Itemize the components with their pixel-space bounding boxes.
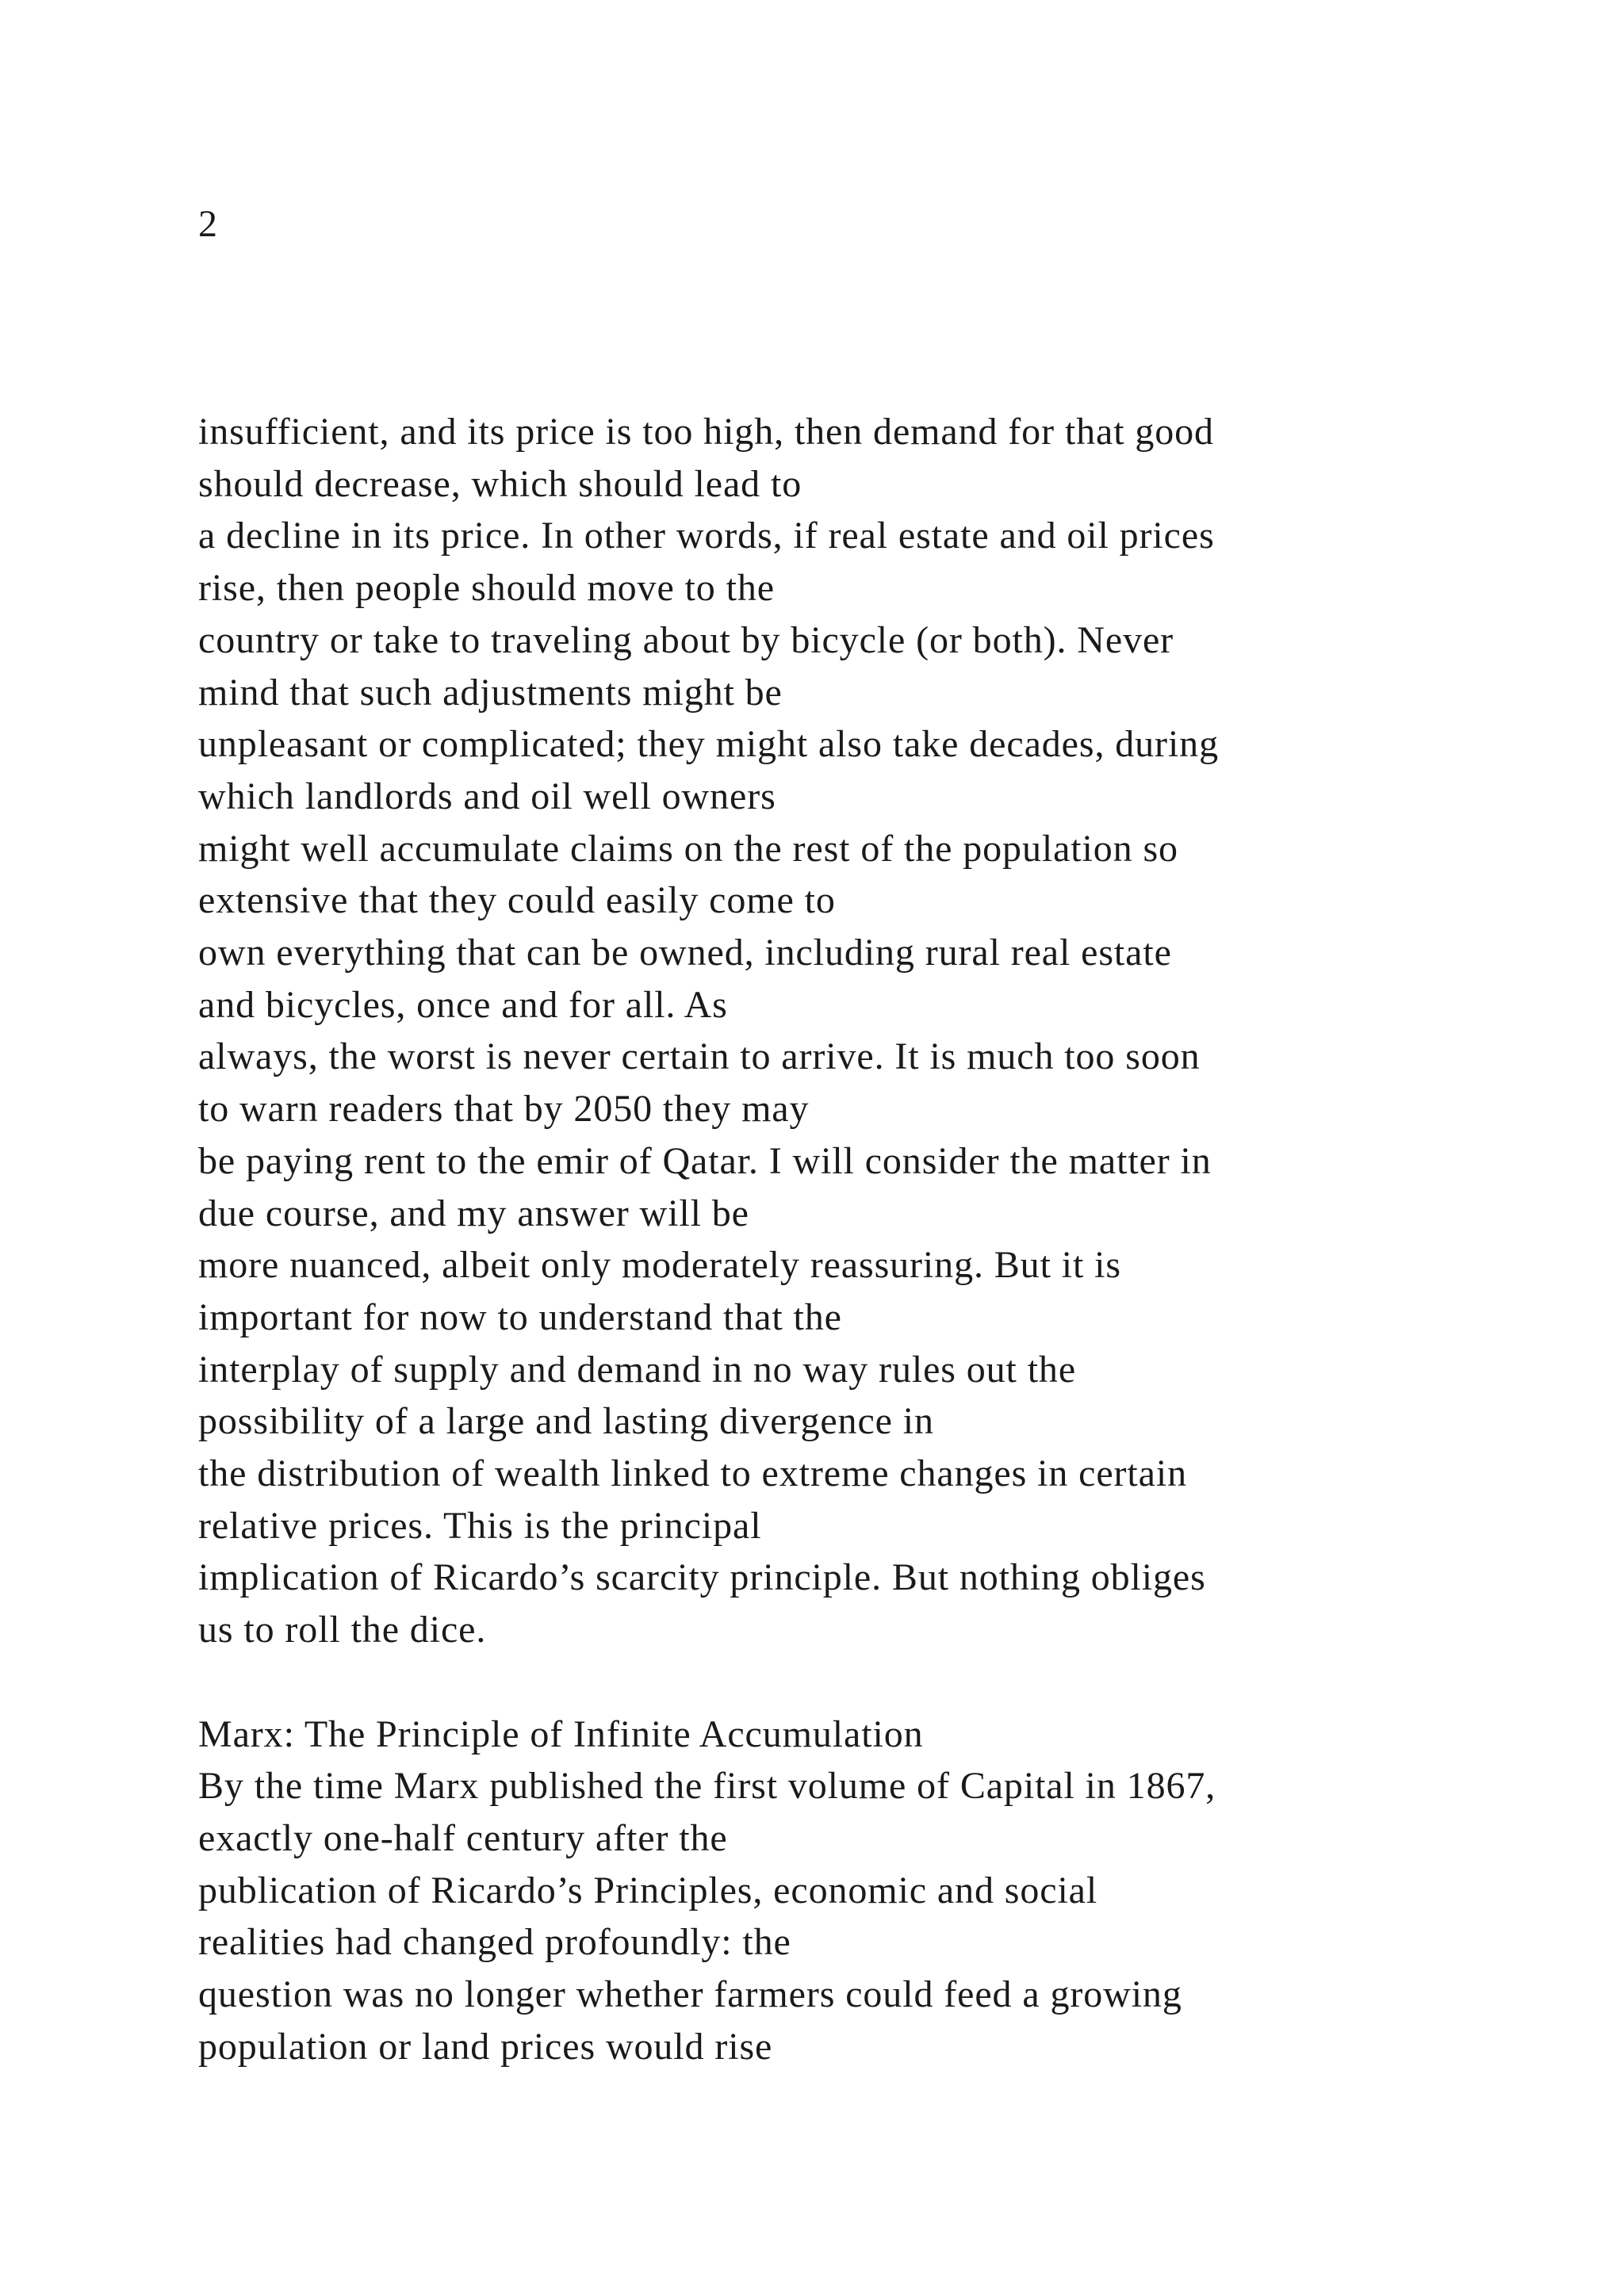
section-heading: Marx: The Principle of Infinite Accumulation: [198, 1712, 924, 1755]
text-line: us to roll the dice.: [198, 1609, 487, 1651]
text-line: and bicycles, once and for all. As: [198, 983, 728, 1026]
paragraph-1: [198, 406, 1546, 1656]
text-line: the distribution of wealth linked to extreme changes in certain: [198, 1452, 1187, 1495]
paragraph-spacer: [198, 1656, 1546, 1709]
text-line: question was no longer whether farmers could feed a growing: [198, 1973, 1182, 2016]
text-line: interplay of supply and demand in no way rules out the: [198, 1348, 1077, 1391]
text-line: be paying rent to the emir of Qatar. I will consider the matter in: [198, 1139, 1212, 1182]
text-line: which landlords and oil well owners: [198, 775, 776, 817]
text-line: insufficient, and its price is too high, then demand for that good: [198, 411, 1214, 453]
text-line: a decline in its price. In other words, if real estate and oil prices: [198, 515, 1215, 557]
text-line: more nuanced, albeit only moderately reassuring. But it is: [198, 1244, 1121, 1287]
paragraph-2: [198, 1760, 1546, 2072]
text-line: realities had changed profoundly: the: [198, 1921, 791, 1964]
document-body: [198, 406, 1546, 2072]
text-line: unpleasant or complicated; they might also take decades, during: [198, 723, 1219, 766]
text-line: due course, and my answer will be: [198, 1192, 749, 1234]
text-line: rise, then people should move to the: [198, 567, 775, 610]
text-line: publication of Ricardo’s Principles, economic and social: [198, 1869, 1098, 1911]
text-line: own everything that can be owned, including rural real estate: [198, 932, 1172, 974]
text-line: mind that such adjustments might be: [198, 671, 783, 714]
text-line: exactly one-half century after the: [198, 1816, 728, 1859]
text-line: always, the worst is never certain to arrive. It is much too soon: [198, 1035, 1201, 1078]
text-line: possibility of a large and lasting divergence in: [198, 1400, 934, 1443]
text-line: By the time Marx published the first volume of Capital in 1867,: [198, 1765, 1216, 1808]
text-line: might well accumulate claims on the rest of the population so: [198, 827, 1178, 870]
text-line: to warn readers that by 2050 they may: [198, 1088, 810, 1131]
text-line: implication of Ricardo’s scarcity principle. But nothing obliges: [198, 1556, 1206, 1599]
text-line: relative prices. This is the principal: [198, 1504, 762, 1547]
text-line: population or land prices would rise: [198, 2025, 773, 2068]
text-line: important for now to understand that the: [198, 1295, 842, 1338]
text-line: extensive that they could easily come to: [198, 879, 836, 922]
page-number: 2: [198, 203, 217, 245]
text-line: should decrease, which should lead to: [198, 462, 802, 505]
text-line: country or take to traveling about by bicycle (or both). Never: [198, 618, 1174, 661]
